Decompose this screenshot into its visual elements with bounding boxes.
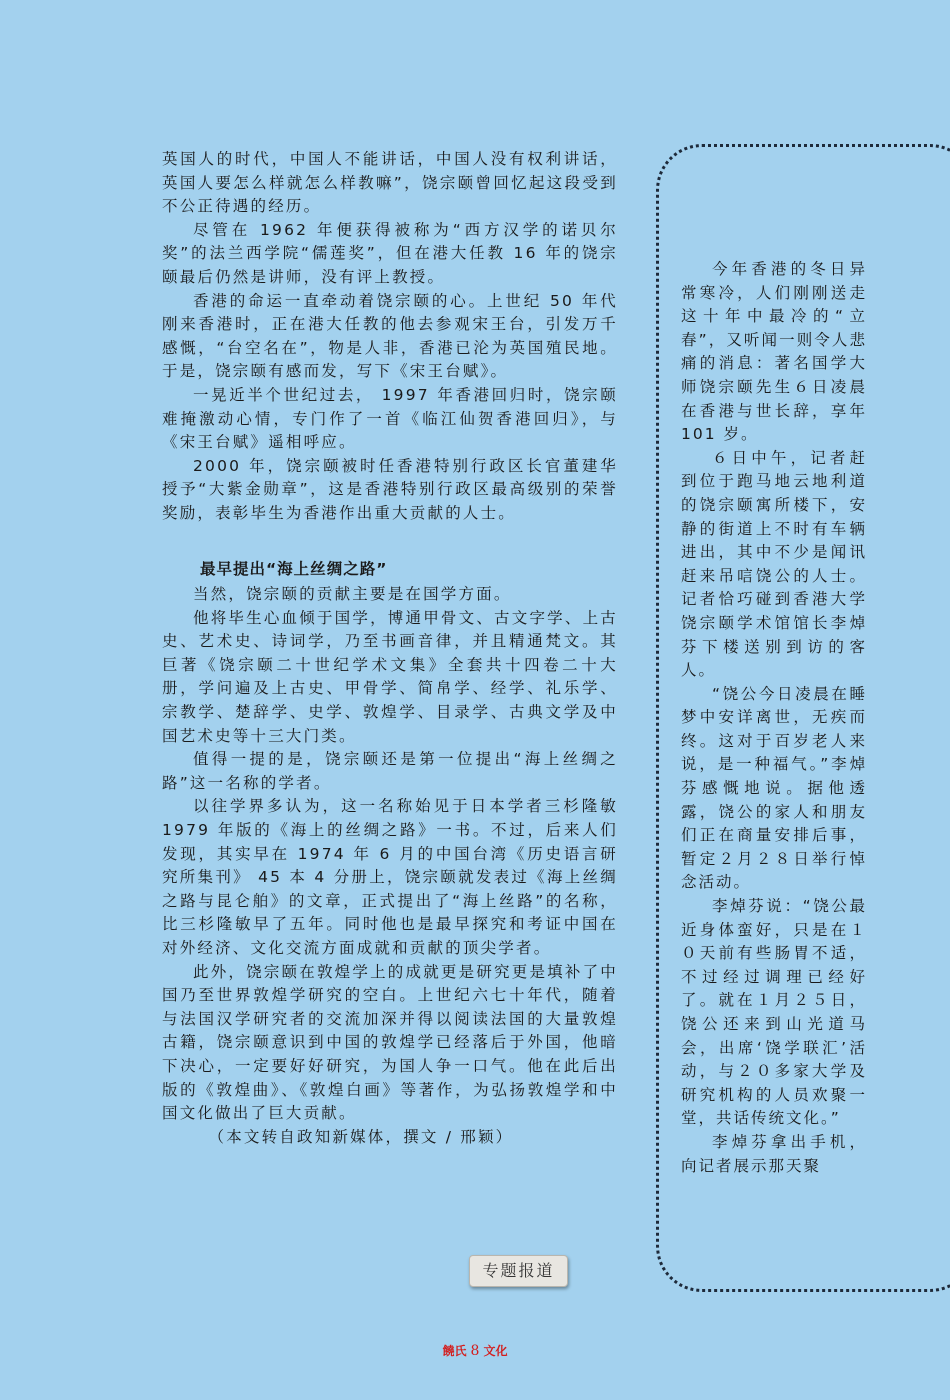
main-article-column xyxy=(162,148,618,1149)
sidebar-paragraph: “饶公今日凌晨在睡梦中安详离世，无疾而终。这对于百岁老人来说，是一种福气。”李焯芬感慨地说。据他透露，饶公的家人和朋友们正在商量安排后事，暂定２月２８日举行悼念活动。 xyxy=(681,684,867,892)
section-tag: 专题报道 xyxy=(469,1255,568,1287)
body-paragraph: 2000 年，饶宗颐被时任香港特别行政区长官董建华授予“大紫金勋章”，这是香港特别行政区最高级别的荣誉奖励，表彰毕生为香港作出重大贡献的人士。 xyxy=(162,456,618,522)
footer-journal-name: 饒氏 xyxy=(442,1344,467,1358)
footer-section-name: 文化 xyxy=(483,1344,508,1358)
sidebar-article-column xyxy=(681,258,867,1178)
body-paragraph: 香港的命运一直牵动着饶宗颐的心。上世纪 50 年代刚来香港时，正在港大任教的他去参观宋王台，引发万千感慨，“台空名在”，物是人非，香港已沦为英国殖民地。于是，饶宗颐有感而发，写下《宋王台赋》。 xyxy=(162,291,618,381)
body-paragraph: 此外，饶宗颐在敦煌学上的成就更是研究更是填补了中国乃至世界敦煌学研究的空白。上世纪六七十年代，随着与法国汉学研究者的交流加深并得以阅读法国的大量敦煌古籍，饶宗颐意识到中国的敦煌学已经落后于外国，他暗下决心，一定要好好研究，为国人争一口气。他在此后出版的《敦煌曲》、《敦煌白画》等著作，为弘扬敦煌学和中国文化做出了巨大贡献。 xyxy=(162,962,618,1123)
sidebar-paragraph: 李焯芬拿出手机，向记者展示那天聚 xyxy=(681,1132,867,1175)
sidebar-paragraph: 今年香港的冬日异常寒冷，人们刚刚送走这十年中最冷的“立春”，又听闻一则令人悲痛的消息：著名国学大师饶宗颐先生６日凌晨在香港与世长辞，享年 101 岁。 xyxy=(681,260,867,444)
body-paragraph: 英国人的时代，中国人不能讲话，中国人没有权利讲话，英国人要怎么样就怎么样教嘛”，饶宗颐曾回忆起这段受到不公正待遇的经历。 xyxy=(162,150,618,216)
body-paragraph: 一晃近半个世纪过去， 1997 年香港回归时，饶宗颐难掩激动心情，专门作了一首《临江仙贺香港回归》，与《宋王台赋》遥相呼应。 xyxy=(162,385,618,452)
body-paragraph: 他将毕生心血倾于国学，博通甲骨文、古文字学、上古史、艺术史、诗词学，乃至书画音律，并且精通梵文。其巨著《饶宗颐二十世纪学术文集》全套共十四卷二十大册，学问遍及上古史、甲骨学、简帛学、经学、礼乐学、宗教学、楚辞学、史学、敦煌学、目录学、古典文学及中国艺术史等十三大门类。 xyxy=(162,608,618,745)
sidebar-paragraph: 李焯芬说：“饶公最近身体蛮好，只是在１０天前有些肠胃不适，不过经过调理已经好了。就在１月２５日，饶公还来到山光道马会，出席‘饶学联汇’活动，与２０多家大学及研究机构的人员欢聚一堂，共话传统文化。” xyxy=(681,897,867,1128)
body-paragraph: 尽管在 1962 年便获得被称为“西方汉学的诺贝尔奖”的法兰西学院“儒莲奖”，但在港大任教 16 年的饶宗颐最后仍然是讲师，没有评上教授。 xyxy=(162,220,618,286)
sidebar-paragraph: ６日中午，记者赶到位于跑马地云地利道的饶宗颐寓所楼下，安静的街道上不时有车辆进出，其中不少是闻讯赶来吊唁饶公的人士。记者恰巧碰到香港大学饶宗颐学术馆馆长李焯芬下楼送别到访的客人。 xyxy=(681,448,867,680)
page-footer xyxy=(420,1342,530,1359)
section-heading: 最早提出“海上丝绸之路” xyxy=(200,559,388,578)
body-paragraph: 当然，饶宗颐的贡献主要是在国学方面。 xyxy=(193,585,512,604)
body-paragraph: 以往学界多认为，这一名称始见于日本学者三杉隆敏 1979 年版的《海上的丝绸之路》一书。不过，后来人们发现，其实早在 1974 年 6 月的中国台湾《历史语言研究所集刊》 45 本 4 分册上，饶宗颐就发表过《海上丝绸之路与昆仑舶》的文章，正式提出了“海上丝路”的名称，比三杉隆敏早了五年。同时他也是最早探究和考证中国在对外经济、文化交流方面成就和贡献的顶尖学者。 xyxy=(162,797,618,957)
page-number: 8 xyxy=(470,1343,480,1359)
article-credit: （本文转自政知新媒体，撰文 / 邢颖） xyxy=(208,1127,514,1146)
body-paragraph: 值得一提的是，饶宗颐还是第一位提出“海上丝绸之路”这一名称的学者。 xyxy=(162,750,618,792)
